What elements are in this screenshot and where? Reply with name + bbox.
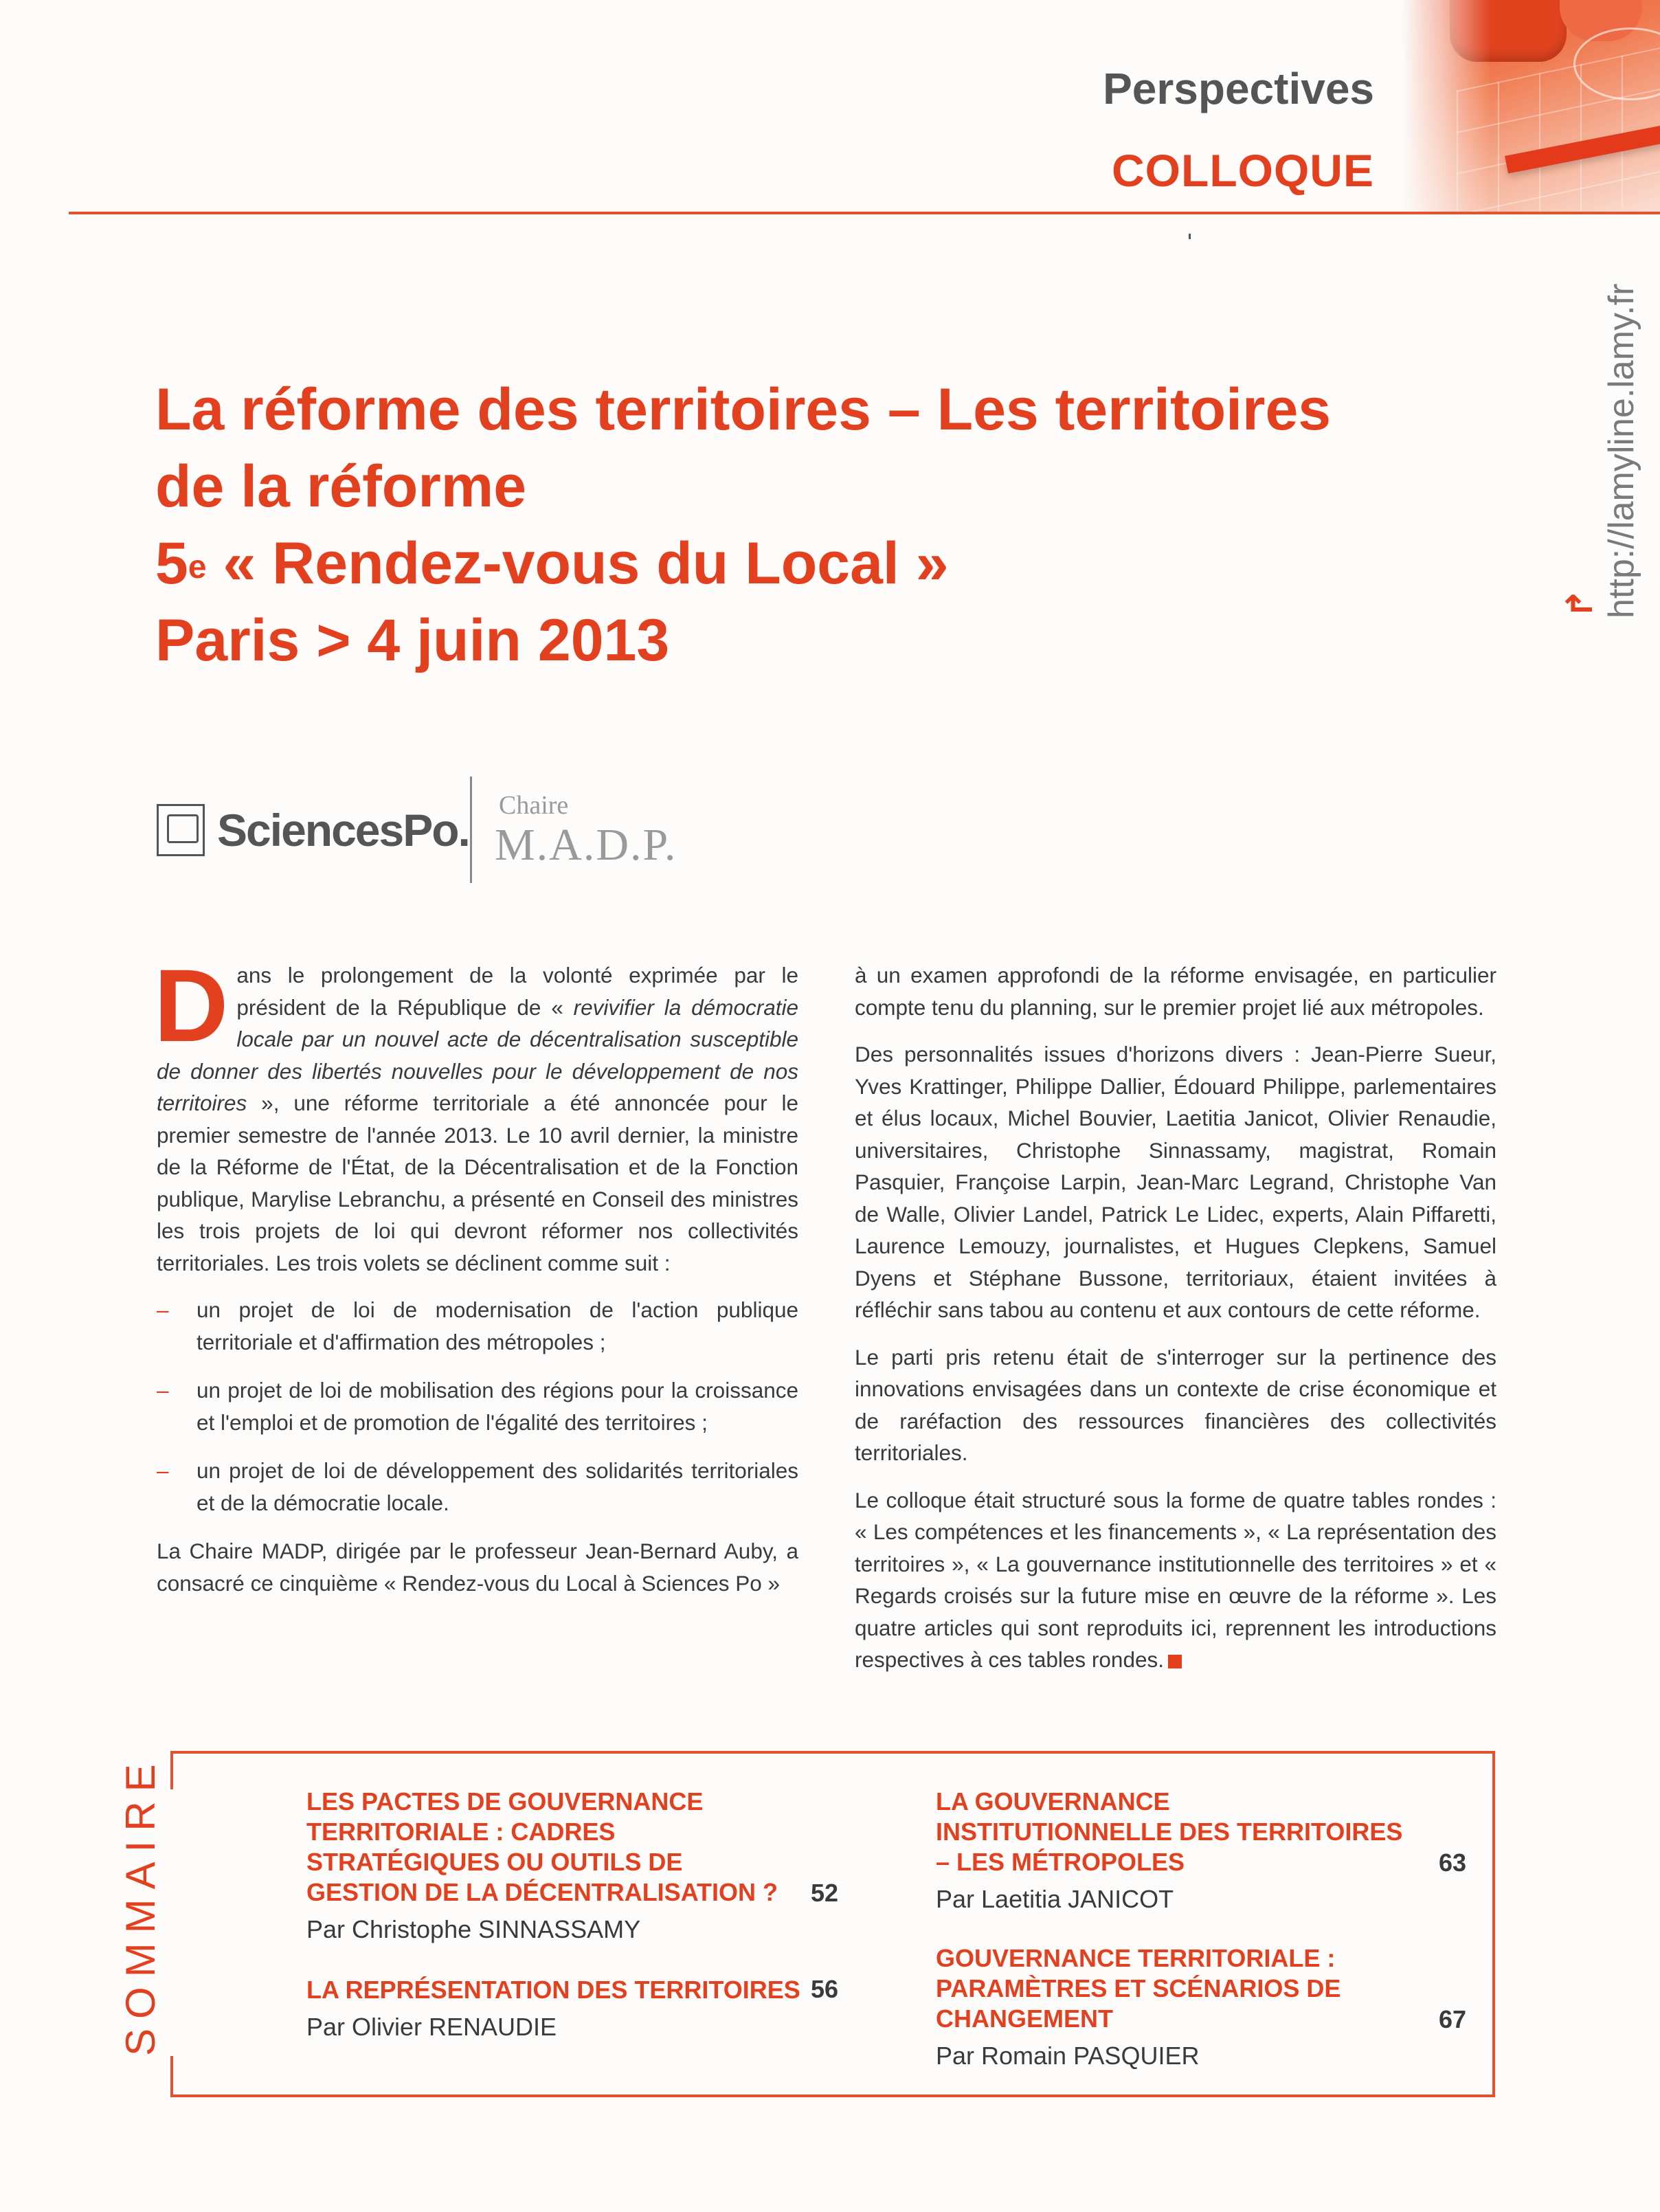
header-kicker: Perspectives	[1103, 64, 1374, 113]
sommaire-border-top-left	[170, 1751, 173, 1789]
title-line-4: Paris > 4 juin 2013	[155, 607, 670, 673]
sommaire-item-title: LA REPRÉSENTATION DES TERRITOIRES	[306, 1976, 800, 2004]
sommaire-item-author: Par Olivier RENAUDIE	[306, 2013, 557, 2041]
page-title	[155, 371, 1332, 679]
title-line-3: 5e « Rendez-vous du Local »	[155, 530, 949, 596]
chaire-paragraph-end: à un examen approfondi de la réforme envisagée, en particulier compte tenu du planning, sur le premier projet lié aux métropoles.	[855, 963, 1496, 1020]
body-column-right	[855, 959, 1496, 1691]
sommaire-item-3[interactable]	[936, 1787, 1417, 1914]
sommaire-item-2[interactable]	[306, 1975, 801, 2042]
sommaire-item-title: GOUVERNANCE TERRITORIALE : PARAMÈTRES ET SCÉNARIOS DE CHANGEMENT	[936, 1944, 1341, 2033]
personalities-paragraph: Des personnalités issues d'horizons divers : Jean-Pierre Sueur, Yves Krattinger, Philippe Dallier, Édouard Philippe, parlementaires et élus locaux, Michel Bouvier, Laetitia Janicot, Olivier Renaudie, universitaires, Christophe Sinnassamy, magistrat, Romain Pasquier, Françoise Larpin, Jean-Marc Legrand, Christophe Van de Walle, Olivier Landel, Patrick Le Lidec, experts, Alain Piffaretti, Laurence Lemouzy, journalistes, et Hugues Clepkens, Samuel Dyens et Stéphane Bussone, territoriaux, étaient invitées à réfléchir sans tabou au contenu et aux contours de cette réforme.	[855, 1042, 1496, 1322]
reform-bullets	[157, 1294, 798, 1519]
end-mark-icon	[1168, 1655, 1182, 1668]
approach-paragraph: Le parti pris retenu était de s'interroger sur la pertinence des innovations envisagées dans un contexte de crise économique et de raréfaction des ressources financières des collectivités territoriales.	[855, 1344, 1496, 1465]
crest-icon	[157, 804, 205, 856]
sommaire-border-bottom-left	[170, 2056, 173, 2097]
chaire-paragraph-start: La Chaire MADP, dirigée par le professeur Jean-Bernard Auby, a consacré ce cinquième « Rendez-vous du Local à Sciences Po »	[157, 1539, 798, 1596]
chaire-madp-logo: Chaire M.A.D.P.	[495, 791, 677, 870]
intro-paragraph: Dans le prolongement de la volonté exprimée par le président de la République de « revivifier la démocratie locale par un nouvel acte de décentralisation susceptible de donner des libertés nouvelles pour le développement de nos territoires », une réforme territoriale a été annoncée pour le premier semestre de l'année 2013. Le 10 avril dernier, la ministre de la Réforme de l'État, de la Décentralisation et de la Fonction publique, Marylise Lebranchu, a présenté en Conseil des ministres les trois projets de loi qui devront réformer nos collectivités territoriales. Les trois volets se déclinent comme suit :	[154, 948, 798, 1275]
sommaire-item-1[interactable]	[306, 1787, 801, 1945]
header-section: COLLOQUE	[1112, 145, 1374, 196]
header-decorative-art	[1402, 0, 1660, 214]
sommaire-item-4-page: 67	[1439, 2005, 1467, 2033]
sommaire-item-author: Par Romain PASQUIER	[936, 2042, 1200, 2070]
return-arrow-icon: ↱	[1560, 588, 1600, 618]
sommaire-item-4[interactable]	[936, 1943, 1417, 2071]
header-rule	[69, 212, 1660, 214]
structure-paragraph: Le colloque était structuré sous la forme de quatre tables rondes : « Les compétences et les financements », « La représentation des territoires », « La gouvernance institutionnelle des territoires » et « Regards croisés sur la future mise en œuvre de la réforme ». Les quatre articles qui sont reproduits ici, reprennent les introductions respectives à ces tables rondes.	[855, 1487, 1496, 1672]
sommaire-item-1-page: 52	[811, 1879, 839, 1907]
list-item: – un projet de loi de modernisation de l'action publique territoriale et d'affirmation des métropoles ;	[157, 1294, 798, 1358]
sommaire-item-3-page: 63	[1439, 1848, 1467, 1877]
side-url[interactable]	[1560, 247, 1641, 618]
divider-tick	[1189, 234, 1191, 239]
sommaire-item-author: Par Laetitia JANICOT	[936, 1885, 1174, 1913]
sommaire-item-title: LES PACTES DE GOUVERNANCE TERRITORIALE : CADRES STRATÉGIQUES OU OUTILS DE GESTION DE LA DÉCENTRALISATION ?	[306, 1787, 778, 1906]
title-line-2: de la réforme	[155, 454, 527, 520]
sommaire-item-title: LA GOUVERNANCE INSTITUTIONNELLE DES TERRITOIRES – LES MÉTROPOLES	[936, 1787, 1403, 1876]
body-column-left	[154, 948, 798, 1614]
sommaire-label: SOMMAIRE	[117, 1754, 164, 2056]
sommaire-item-2-page: 56	[811, 1975, 839, 2003]
title-line-1: La réforme des territoires – Les territoires	[155, 377, 1332, 443]
sommaire-item-author: Par Christophe SINNASSAMY	[306, 1915, 641, 1943]
list-item: – un projet de loi de mobilisation des régions pour la croissance et l'emploi et de promotion de l'égalité des territoires ;	[157, 1374, 798, 1438]
logo-separator	[470, 777, 472, 883]
dropcap: D	[154, 948, 229, 1063]
list-item: – un projet de loi de développement des solidarités territoriales et de la démocratie locale.	[157, 1455, 798, 1519]
side-url-text: http://lamyline.lamy.fr	[1602, 283, 1641, 618]
